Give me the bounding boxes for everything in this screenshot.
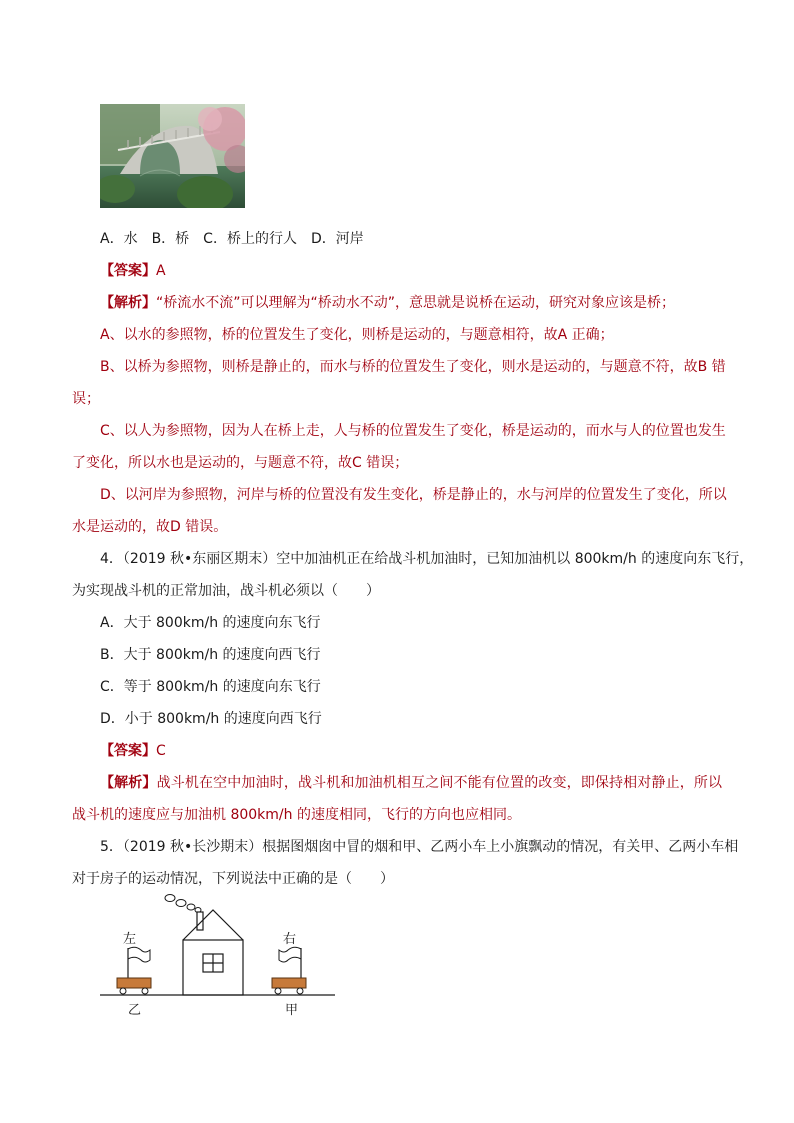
- chimney-smoke: [165, 895, 201, 913]
- cart-yi-label: 乙: [128, 1003, 142, 1018]
- answer-tag: 【答案】: [100, 263, 156, 279]
- q4-option-b: B．大于 800km/h 的速度向西飞行: [100, 647, 321, 663]
- q5-stem-line: 5．（2019 秋•长沙期末）根据图烟囱中冒的烟和甲、乙两小车上小旗飘动的情况，有关甲、乙两小车相: [100, 839, 739, 855]
- q4-answer: [100, 741, 760, 761]
- cart-jia-label: 甲: [285, 1003, 299, 1018]
- answer-value: C: [156, 743, 166, 759]
- q3-analysis-line: 误；: [72, 391, 100, 407]
- right-direction-label: 右: [283, 932, 297, 947]
- left-direction-label: 左: [123, 932, 137, 947]
- analysis-tag: 【解析】: [100, 295, 156, 311]
- q4-analysis-line: 【解析】战斗机在空中加油时，战斗机和加油机相互之间不能有位置的改变，即保持相对静止，所以: [100, 775, 723, 791]
- answer-tag: 【答案】: [100, 743, 156, 759]
- q4-stem-line: 为实现战斗机的正常加油，战斗机必须以（ ）: [72, 583, 380, 599]
- q4-analysis-line: 战斗机的速度应与加油机 800km/h 的速度相同，飞行的方向也应相同。: [72, 807, 521, 823]
- q5-stem-line: 对于房子的运动情况，下列说法中正确的是（ ）: [72, 871, 394, 887]
- q4-option-a: A．大于 800km/h 的速度向东飞行: [100, 615, 321, 631]
- q3-analysis-line: 【解析】“桥流水不流”可以理解为“桥动水不动”，意思就是说桥在运动，研究对象应该是桥；: [100, 295, 676, 311]
- cart-yi: [117, 932, 151, 1018]
- q3-answer: [100, 261, 760, 281]
- q3-analysis-line: D、以河岸为参照物，河岸与桥的位置没有发生变化，桥是静止的，水与河岸的位置发生了变化，所以: [100, 487, 727, 503]
- q3-analysis-line: 了变化，所以水也是运动的，与题意不符，故C 错误；: [72, 455, 409, 471]
- answer-value: A: [156, 263, 166, 279]
- house: [183, 910, 243, 995]
- stone-bridge-photo: [100, 104, 245, 208]
- q3-analysis-line: B、以桥为参照物，则桥是静止的，而水与桥的位置发生了变化，则水是运动的，与题意不符，故B 错: [100, 359, 726, 375]
- q3-options: A．水 B．桥 C．桥上的行人 D．河岸: [100, 231, 364, 247]
- q4-option-c: C．等于 800km/h 的速度向东飞行: [100, 679, 321, 695]
- analysis-tag: 【解析】: [100, 775, 157, 791]
- q3-analysis-line: 水是运动的，故D 错误。: [72, 519, 228, 535]
- cart-jia: [272, 932, 306, 1018]
- q4-option-d: D．小于 800km/h 的速度向西飞行: [100, 711, 322, 727]
- q3-analysis-line: C、以人为参照物，因为人在桥上走，人与桥的位置发生了变化，桥是运动的，而水与人的位置也发生: [100, 423, 726, 439]
- q3-analysis-line: A、以水的参照物，桥的位置发生了变化，则桥是运动的，与题意相符，故A 正确；: [100, 327, 614, 343]
- house-and-carts-diagram: [95, 890, 345, 1020]
- q4-stem-line: 4．（2019 秋•东丽区期末）空中加油机正在给战斗机加油时，已知加油机以 800km/h 的速度向东飞行，: [100, 551, 754, 567]
